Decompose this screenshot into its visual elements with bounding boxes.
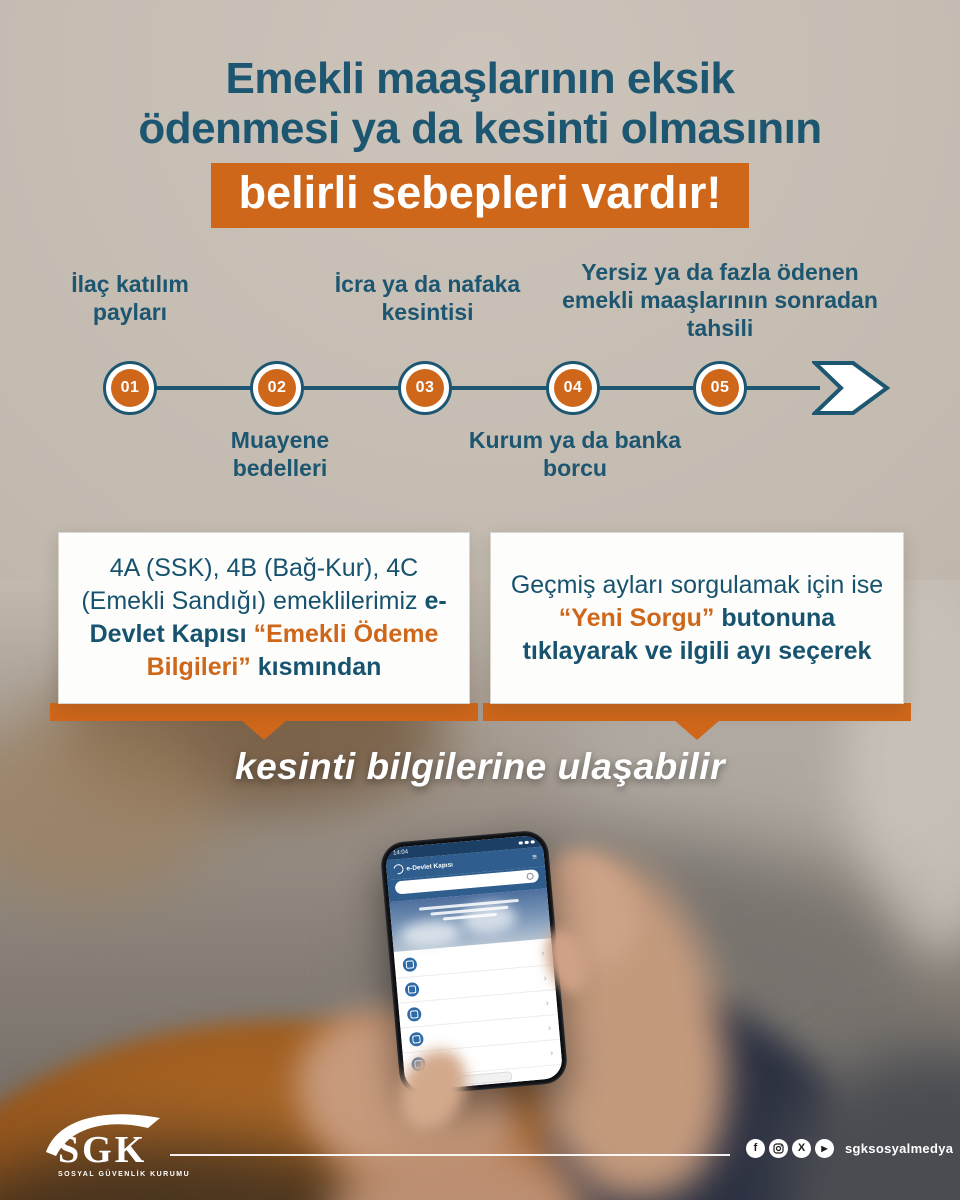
phone-screen [385, 835, 564, 1092]
timeline-label-3: İcra ya da nafaka kesintisi [334, 271, 521, 326]
service-icon [404, 982, 419, 997]
tagline: kesinti bilgilerine ulaşabilir [235, 746, 725, 787]
search-icon [526, 872, 534, 880]
edevlet-logo-text: e-Devlet Kapısı [406, 860, 454, 873]
info-card-right [490, 532, 904, 704]
service-icon [407, 1007, 422, 1022]
timeline-step-3 [398, 361, 452, 415]
instagram-icon [769, 1139, 788, 1158]
edevlet-logo [393, 859, 453, 874]
x-twitter-icon: X [792, 1139, 811, 1158]
timeline-step-5 [693, 361, 747, 415]
title-line-2: ödenmesi ya da kesinti olmasının [138, 104, 822, 154]
sgk-logo [42, 1106, 191, 1178]
card-text-orange: “Yeni Sorgu” [558, 603, 715, 632]
page-title [0, 54, 960, 154]
chevron-right-icon: › [547, 1022, 552, 1033]
card-text-orange: “Emekli Ödeme Bilgileri” [146, 620, 439, 681]
social-media-bar [746, 1139, 953, 1158]
timeline-label-2: Muayene bedelleri [230, 427, 330, 482]
timeline-step-4 [546, 361, 600, 415]
phone-clock: 14:04 [392, 849, 409, 857]
signal-battery-icons [519, 840, 535, 844]
left-card-pointer [241, 720, 287, 740]
left-card-band [50, 703, 478, 721]
card-text-bold: butonuna tıklayarak ve ilgili ayı seçerek [522, 603, 872, 665]
chevron-right-icon: › [540, 947, 545, 958]
timeline-arrow-icon [812, 360, 892, 416]
service-icon [409, 1032, 424, 1047]
step-number-badge: 01 [111, 369, 149, 407]
step-number-badge: 05 [701, 369, 739, 407]
title-line-1: Emekli maaşlarının eksik [225, 54, 735, 103]
timeline-label-5: Yersiz ya da fazla ödenen emekli maaşlarının sonradan tahsili [562, 259, 878, 342]
footer-divider-line [170, 1154, 730, 1156]
info-card-left [58, 532, 470, 704]
sgk-logo-subtitle: SOSYAL GÜVENLİK KURUMU [58, 1171, 191, 1178]
facebook-icon: f [746, 1139, 765, 1158]
card-text-normal: 4A (SSK), 4B (Bağ-Kur), 4C (Emekli Sandığı) emeklilerimiz [81, 554, 425, 615]
step-number-badge: 04 [554, 369, 592, 407]
card-text-bold: e-Devlet Kapısı [89, 587, 447, 648]
step-number-badge: 02 [258, 369, 296, 407]
timeline-label-1: İlaç katılım payları [71, 271, 189, 326]
social-handle: sgksosyalmedya [845, 1141, 954, 1156]
step-number-badge: 03 [406, 369, 444, 407]
card-text-normal: Geçmiş ayları sorgulamak için ise [510, 570, 884, 599]
timeline-step-1 [103, 361, 157, 415]
youtube-icon: ▶ [815, 1139, 834, 1158]
menu-icon: ≡ [531, 852, 538, 862]
smartphone [379, 829, 568, 1097]
service-icon [402, 957, 417, 972]
chevron-right-icon: › [543, 972, 547, 983]
edevlet-swirl-icon [392, 862, 406, 876]
card-text-bold: kısmından [250, 653, 382, 681]
timeline-label-4: Kurum ya da banka borcu [468, 427, 682, 482]
chevron-right-icon: › [549, 1046, 554, 1058]
timeline-step-2 [250, 361, 304, 415]
title-highlight: belirli sebepleri vardır! [211, 163, 750, 228]
title-highlight-wrap [0, 163, 960, 228]
right-card-pointer [674, 720, 720, 740]
chevron-right-icon: › [545, 997, 550, 1008]
sgk-logo-text: SGK [58, 1129, 148, 1171]
right-card-band [483, 703, 911, 721]
